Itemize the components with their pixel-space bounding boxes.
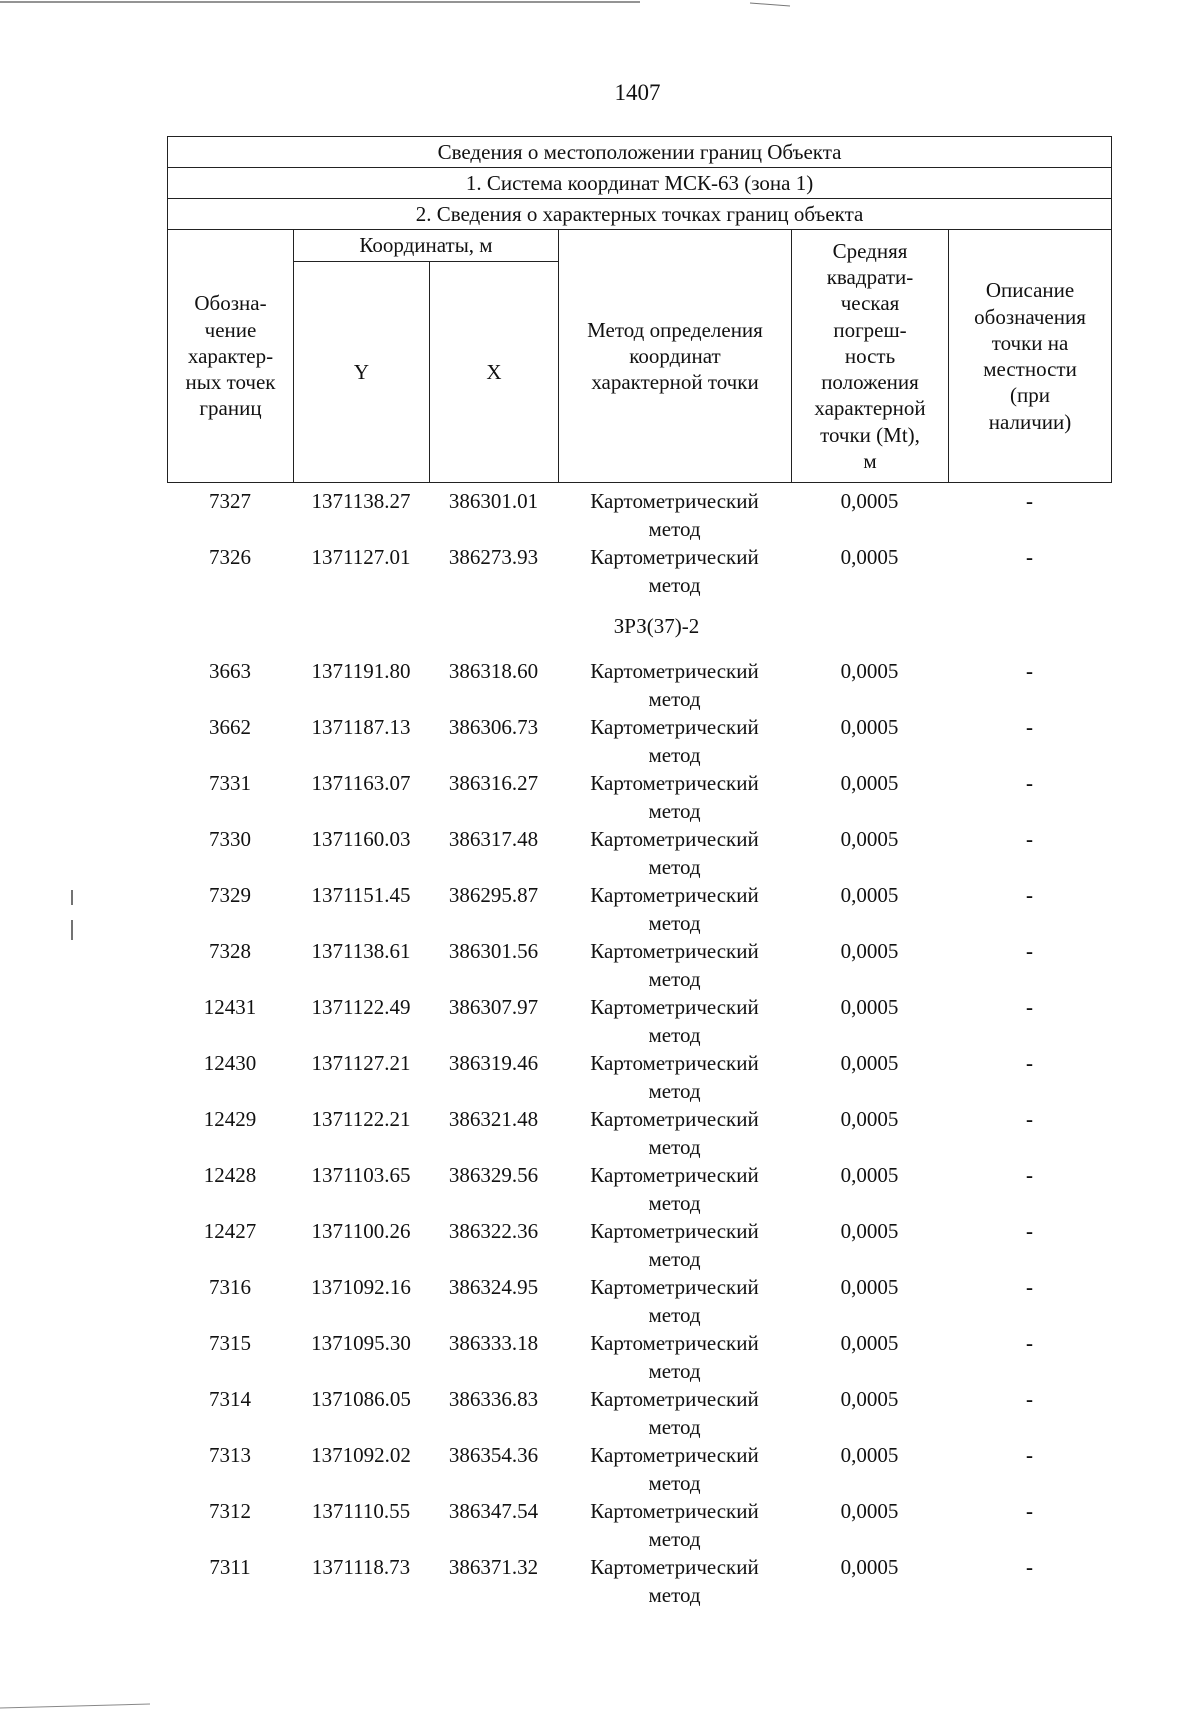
method-line: метод [648, 911, 701, 935]
coordinate-x-cell: 386273.93 [448, 545, 539, 569]
description-cell: - [1026, 1499, 1033, 1523]
coordinate-x-cell: 386322.36 [448, 1219, 539, 1243]
point-id-cell: 7331 [209, 771, 251, 795]
coordinate-x-cell: 386371.32 [448, 1555, 539, 1579]
error-cell: 0,0005 [840, 939, 899, 963]
point-id-cell: 7329 [209, 883, 251, 907]
method-cell [558, 881, 791, 937]
method-line: Картометрический [590, 489, 759, 513]
col-header-desc-line: точки на [991, 330, 1069, 355]
error-cell: 0,0005 [840, 659, 899, 683]
error-cell: 0,0005 [840, 1499, 899, 1523]
col-header-desc-line: (при [1010, 383, 1051, 408]
method-cell [558, 1329, 791, 1385]
col-header-error-line: характерной [814, 396, 926, 421]
col-header-error-line: ческая [840, 291, 900, 316]
table-row [167, 1161, 1111, 1217]
description-cell: - [1026, 489, 1033, 513]
coordinate-x-cell: 386307.97 [448, 995, 539, 1019]
table-body [167, 487, 1111, 1609]
col-header-point [168, 230, 294, 483]
col-header-error [792, 230, 949, 483]
table-header [167, 136, 1112, 483]
method-line: метод [648, 1583, 701, 1607]
table-row [167, 1329, 1111, 1385]
method-line: метод [648, 517, 701, 541]
description-cell: - [1026, 1443, 1033, 1467]
method-line: Картометрический [590, 1275, 759, 1299]
table-row [167, 937, 1111, 993]
coordinate-y-cell: 1371127.01 [311, 545, 411, 569]
table-title: Сведения о местоположении границ Объекта [168, 137, 1112, 168]
method-line: метод [648, 1471, 701, 1495]
point-id-cell: 3663 [209, 659, 251, 683]
table-row [167, 543, 1111, 599]
method-line: Картометрический [590, 827, 759, 851]
method-line: Картометрический [590, 995, 759, 1019]
method-line: Картометрический [590, 1331, 759, 1355]
table-row [167, 1497, 1111, 1553]
coordinate-y-cell: 1371187.13 [311, 715, 411, 739]
method-line: метод [648, 799, 701, 823]
method-line: метод [648, 1247, 701, 1271]
col-header-point-line: Обозна- [194, 291, 267, 316]
coordinate-y-cell: 1371086.05 [311, 1387, 411, 1411]
table-row [167, 1441, 1111, 1497]
col-header-point-line: характер- [187, 343, 274, 368]
description-cell: - [1026, 659, 1033, 683]
method-line: Картометрический [590, 1499, 759, 1523]
point-id-cell: 7330 [209, 827, 251, 851]
description-cell: - [1026, 1387, 1033, 1411]
method-line: метод [648, 1079, 701, 1103]
method-cell [558, 993, 791, 1049]
col-header-point-line: чение [204, 317, 257, 342]
col-header-error-line: Средняя [832, 238, 908, 263]
method-cell [558, 1553, 791, 1609]
section-title: 2. Сведения о характерных точках границ объекта [168, 199, 1112, 230]
coordinate-x-cell: 386295.87 [448, 883, 539, 907]
point-id-cell: 7328 [209, 939, 251, 963]
description-cell: - [1026, 1331, 1033, 1355]
coordinate-x-cell: 386333.18 [448, 1331, 539, 1355]
error-cell: 0,0005 [840, 1331, 899, 1355]
description-cell: - [1026, 1163, 1033, 1187]
table-row [167, 1273, 1111, 1329]
method-line: Картометрический [590, 883, 759, 907]
coordinate-x-cell: 386318.60 [448, 659, 539, 683]
method-line: Картометрический [590, 1163, 759, 1187]
method-line: метод [648, 1359, 701, 1383]
method-line: Картометрический [590, 1107, 759, 1131]
coordinate-y-cell: 1371127.21 [311, 1051, 411, 1075]
description-cell: - [1026, 1051, 1033, 1075]
description-cell: - [1026, 1107, 1033, 1131]
description-cell: - [1026, 771, 1033, 795]
table-row [167, 993, 1111, 1049]
method-line: метод [648, 743, 701, 767]
method-cell [558, 1497, 791, 1553]
method-line: Картометрический [590, 715, 759, 739]
coordinate-x-cell: 386321.48 [448, 1107, 539, 1131]
method-line: метод [648, 967, 701, 991]
coordinate-y-cell: 1371092.02 [311, 1443, 411, 1467]
coordinate-y-cell: 1371103.65 [311, 1163, 411, 1187]
col-header-error-line: ность [844, 343, 896, 368]
table-row [167, 769, 1111, 825]
method-cell [558, 1385, 791, 1441]
point-id-cell: 12428 [203, 1163, 257, 1187]
description-cell: - [1026, 715, 1033, 739]
coordinate-y-cell: 1371095.30 [311, 1331, 411, 1355]
description-cell: - [1026, 545, 1033, 569]
point-id-cell: 7313 [209, 1443, 251, 1467]
method-line: Картометрический [590, 771, 759, 795]
method-cell [558, 487, 791, 543]
point-id-cell: 7312 [209, 1499, 251, 1523]
coordinate-y-cell: 1371191.80 [311, 659, 411, 683]
coordinate-y-cell: 1371122.21 [311, 1107, 411, 1131]
table-row [167, 1553, 1111, 1609]
coordinate-x-cell: 386306.73 [448, 715, 539, 739]
coordinate-x-cell: 386301.01 [448, 489, 539, 513]
col-header-error-line: м [863, 448, 877, 473]
method-line: метод [648, 1415, 701, 1439]
method-line: Картометрический [590, 1443, 759, 1467]
error-cell: 0,0005 [840, 1555, 899, 1579]
coordinate-y-cell: 1371092.16 [311, 1275, 411, 1299]
method-line: Картометрический [590, 1051, 759, 1075]
method-line: метод [648, 573, 701, 597]
coordinate-x-cell: 386329.56 [448, 1163, 539, 1187]
point-id-cell: 7315 [209, 1331, 251, 1355]
error-cell: 0,0005 [840, 883, 899, 907]
col-header-description [949, 230, 1112, 483]
method-cell [558, 1161, 791, 1217]
coordinate-y-cell: 1371118.73 [311, 1555, 411, 1579]
description-cell: - [1026, 995, 1033, 1019]
col-header-error-line: положения [821, 370, 919, 395]
table-row [167, 881, 1111, 937]
coordinate-x-cell: 386336.83 [448, 1387, 539, 1411]
table-row [167, 1105, 1111, 1161]
method-line: Картометрический [590, 659, 759, 683]
method-cell [558, 1217, 791, 1273]
method-line: метод [648, 1191, 701, 1215]
method-line: метод [648, 1023, 701, 1047]
method-line: Картометрический [590, 1555, 759, 1579]
section-label: ЗРЗ(37)-2 [613, 614, 700, 638]
table-row [167, 487, 1111, 543]
table-row [167, 1385, 1111, 1441]
coordinate-x-cell: 386319.46 [448, 1051, 539, 1075]
col-header-error-line: квадрати- [826, 265, 914, 290]
coordinate-x-cell: 386347.54 [448, 1499, 539, 1523]
table-row [167, 1049, 1111, 1105]
point-id-cell: 12427 [203, 1219, 257, 1243]
method-cell [558, 1441, 791, 1497]
method-line: метод [648, 1303, 701, 1327]
method-line: метод [648, 1135, 701, 1159]
point-id-cell: 7316 [209, 1275, 251, 1299]
method-cell [558, 825, 791, 881]
coordinate-y-cell: 1371110.55 [311, 1499, 411, 1523]
point-id-cell: 12431 [203, 995, 257, 1019]
error-cell: 0,0005 [840, 715, 899, 739]
coordinate-y-cell: 1371122.49 [311, 995, 411, 1019]
method-cell [558, 543, 791, 599]
table-row [167, 1217, 1111, 1273]
point-id-cell: 7327 [209, 489, 251, 513]
col-header-point-line: границ [199, 396, 262, 421]
description-cell: - [1026, 1219, 1033, 1243]
coordinate-x-cell: 386316.27 [448, 771, 539, 795]
point-id-cell: 7311 [209, 1555, 251, 1579]
col-header-method [559, 230, 792, 483]
col-header-method-line: координат [629, 343, 721, 368]
method-line: метод [648, 687, 701, 711]
col-header-desc-line: наличии) [988, 409, 1072, 434]
coordinate-x-cell: 386301.56 [448, 939, 539, 963]
page-number: 1407 [614, 80, 661, 105]
method-line: метод [648, 855, 701, 879]
method-line: Картометрический [590, 545, 759, 569]
error-cell: 0,0005 [840, 545, 899, 569]
error-cell: 0,0005 [840, 1387, 899, 1411]
col-header-error-line: погреш- [833, 317, 907, 342]
method-line: метод [648, 1527, 701, 1551]
col-header-desc-line: местности [983, 357, 1077, 381]
coordinate-y-cell: 1371160.03 [311, 827, 411, 851]
method-cell [558, 769, 791, 825]
col-header-point-line: ных точек [185, 370, 276, 395]
col-header-method-line: Метод определения [587, 317, 763, 342]
method-cell [558, 937, 791, 993]
point-id-cell: 3662 [209, 715, 251, 739]
point-id-cell: 7314 [209, 1387, 251, 1411]
description-cell: - [1026, 939, 1033, 963]
error-cell: 0,0005 [840, 1163, 899, 1187]
error-cell: 0,0005 [840, 1107, 899, 1131]
col-header-y: Y [294, 262, 430, 483]
col-header-method-line: характерной точки [591, 370, 759, 395]
method-cell [558, 1105, 791, 1161]
description-cell: - [1026, 1555, 1033, 1579]
error-cell: 0,0005 [840, 1051, 899, 1075]
error-cell: 0,0005 [840, 1443, 899, 1467]
description-cell: - [1026, 883, 1033, 907]
point-id-cell: 12430 [203, 1051, 257, 1075]
method-cell [558, 713, 791, 769]
coordinate-system: 1. Система координат МСК-63 (зона 1) [168, 168, 1112, 199]
error-cell: 0,0005 [840, 827, 899, 851]
col-header-error-line: точки (Mt), [820, 422, 920, 447]
col-header-coordinates: Координаты, м [294, 230, 559, 262]
coordinate-y-cell: 1371163.07 [311, 771, 411, 795]
error-cell: 0,0005 [840, 489, 899, 513]
error-cell: 0,0005 [840, 995, 899, 1019]
table-row [167, 713, 1111, 769]
coordinate-y-cell: 1371138.27 [311, 489, 411, 513]
coordinate-y-cell: 1371138.61 [311, 939, 411, 963]
error-cell: 0,0005 [840, 1219, 899, 1243]
coordinate-x-cell: 386354.36 [448, 1443, 539, 1467]
col-header-x: X [430, 262, 559, 483]
error-cell: 0,0005 [840, 1275, 899, 1299]
method-line: Картометрический [590, 1219, 759, 1243]
col-header-desc-line: обозначения [974, 304, 1086, 329]
table-row [167, 825, 1111, 881]
col-header-desc-line: Описание [985, 278, 1075, 303]
description-cell: - [1026, 827, 1033, 851]
method-cell [558, 1273, 791, 1329]
coordinate-x-cell: 386317.48 [448, 827, 539, 851]
coordinate-y-cell: 1371100.26 [311, 1219, 411, 1243]
table-row [167, 657, 1111, 713]
point-id-cell: 12429 [203, 1107, 257, 1131]
method-cell [558, 657, 791, 713]
method-line: Картометрический [590, 1387, 759, 1411]
method-line: Картометрический [590, 939, 759, 963]
description-cell: - [1026, 1275, 1033, 1299]
method-cell [558, 1049, 791, 1105]
point-id-cell: 7326 [209, 545, 251, 569]
error-cell: 0,0005 [840, 771, 899, 795]
coordinate-y-cell: 1371151.45 [311, 883, 411, 907]
coordinate-x-cell: 386324.95 [448, 1275, 539, 1299]
